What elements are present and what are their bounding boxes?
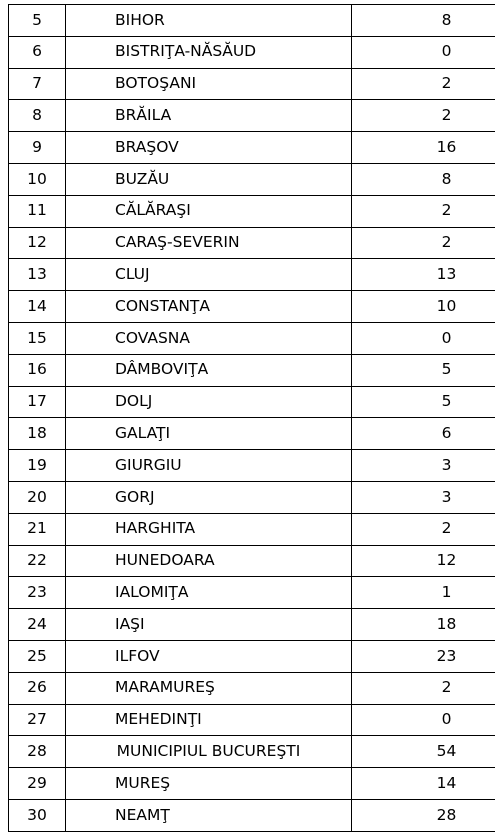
county-name-cell: HARGHITA [66, 513, 352, 545]
row-number-cell: 15 [9, 322, 66, 354]
county-table-body [9, 5, 495, 832]
table-row [9, 609, 495, 641]
row-number-cell: 8 [9, 100, 66, 132]
row-number-cell: 16 [9, 354, 66, 386]
row-number-cell: 24 [9, 609, 66, 641]
county-name-cell: DOLJ [66, 386, 352, 418]
row-number-cell: 21 [9, 513, 66, 545]
table-row [9, 450, 495, 482]
county-name-cell: CLUJ [66, 259, 352, 291]
count-cell: 1 [352, 577, 495, 609]
row-number-cell: 7 [9, 68, 66, 100]
count-cell: 10 [352, 291, 495, 323]
count-cell: 2 [352, 513, 495, 545]
county-name-cell: HUNEDOARA [66, 545, 352, 577]
count-cell: 2 [352, 100, 495, 132]
county-name-cell: DÂMBOVIŢA [66, 354, 352, 386]
table-row [9, 5, 495, 37]
row-number-cell: 10 [9, 163, 66, 195]
table-row [9, 545, 495, 577]
table-row [9, 386, 495, 418]
table-row [9, 354, 495, 386]
table-row [9, 672, 495, 704]
county-name-cell: CARAŞ-SEVERIN [66, 227, 352, 259]
county-name-cell: COVASNA [66, 322, 352, 354]
county-name-cell: IAŞI [66, 609, 352, 641]
table-row [9, 227, 495, 259]
row-number-cell: 25 [9, 640, 66, 672]
county-name-cell: IALOMIŢA [66, 577, 352, 609]
county-name-cell: BUZĂU [66, 163, 352, 195]
county-name-cell: BRAŞOV [66, 132, 352, 164]
count-cell: 6 [352, 418, 495, 450]
count-cell: 3 [352, 481, 495, 513]
count-cell: 14 [352, 768, 495, 800]
table-row [9, 481, 495, 513]
row-number-cell: 19 [9, 450, 66, 482]
count-cell: 13 [352, 259, 495, 291]
count-cell: 0 [352, 704, 495, 736]
count-cell: 12 [352, 545, 495, 577]
count-cell: 2 [352, 195, 495, 227]
row-number-cell: 18 [9, 418, 66, 450]
county-name-cell: NEAMŢ [66, 799, 352, 831]
count-cell: 2 [352, 672, 495, 704]
row-number-cell: 11 [9, 195, 66, 227]
row-number-cell: 17 [9, 386, 66, 418]
table-row [9, 132, 495, 164]
table-row [9, 36, 495, 68]
row-number-cell: 29 [9, 768, 66, 800]
count-cell: 28 [352, 799, 495, 831]
count-cell: 5 [352, 386, 495, 418]
row-number-cell: 20 [9, 481, 66, 513]
row-number-cell: 9 [9, 132, 66, 164]
county-name-cell: CONSTANŢA [66, 291, 352, 323]
count-cell: 3 [352, 450, 495, 482]
county-name-cell: BRĂILA [66, 100, 352, 132]
count-cell: 2 [352, 68, 495, 100]
row-number-cell: 14 [9, 291, 66, 323]
row-number-cell: 13 [9, 259, 66, 291]
table-row [9, 704, 495, 736]
table-row [9, 195, 495, 227]
table-row [9, 768, 495, 800]
table-row [9, 513, 495, 545]
county-name-cell: MUNICIPIUL BUCUREŞTI [66, 736, 352, 768]
county-name-cell: BIHOR [66, 5, 352, 37]
row-number-cell: 27 [9, 704, 66, 736]
count-cell: 2 [352, 227, 495, 259]
count-cell: 16 [352, 132, 495, 164]
row-number-cell: 12 [9, 227, 66, 259]
table-row [9, 577, 495, 609]
row-number-cell: 5 [9, 5, 66, 37]
count-cell: 5 [352, 354, 495, 386]
county-name-cell: BOTOŞANI [66, 68, 352, 100]
count-cell: 0 [352, 36, 495, 68]
county-name-cell: CĂLĂRAŞI [66, 195, 352, 227]
row-number-cell: 6 [9, 36, 66, 68]
row-number-cell: 23 [9, 577, 66, 609]
county-name-cell: GORJ [66, 481, 352, 513]
county-name-cell: MEHEDINŢI [66, 704, 352, 736]
count-cell: 8 [352, 5, 495, 37]
count-cell: 54 [352, 736, 495, 768]
county-name-cell: MARAMUREŞ [66, 672, 352, 704]
table-row [9, 799, 495, 831]
table-row [9, 259, 495, 291]
county-name-cell: GIURGIU [66, 450, 352, 482]
table-row [9, 418, 495, 450]
county-name-cell: BISTRIŢA-NĂSĂUD [66, 36, 352, 68]
count-cell: 18 [352, 609, 495, 641]
count-cell: 8 [352, 163, 495, 195]
row-number-cell: 28 [9, 736, 66, 768]
county-name-cell: MUREŞ [66, 768, 352, 800]
table-row [9, 640, 495, 672]
count-cell: 23 [352, 640, 495, 672]
county-name-cell: GALAŢI [66, 418, 352, 450]
table-row [9, 291, 495, 323]
table-row [9, 68, 495, 100]
table-row [9, 322, 495, 354]
row-number-cell: 30 [9, 799, 66, 831]
table-row [9, 163, 495, 195]
count-cell: 0 [352, 322, 495, 354]
table-row [9, 100, 495, 132]
row-number-cell: 22 [9, 545, 66, 577]
row-number-cell: 26 [9, 672, 66, 704]
county-table [8, 4, 495, 832]
table-row [9, 736, 495, 768]
county-name-cell: ILFOV [66, 640, 352, 672]
